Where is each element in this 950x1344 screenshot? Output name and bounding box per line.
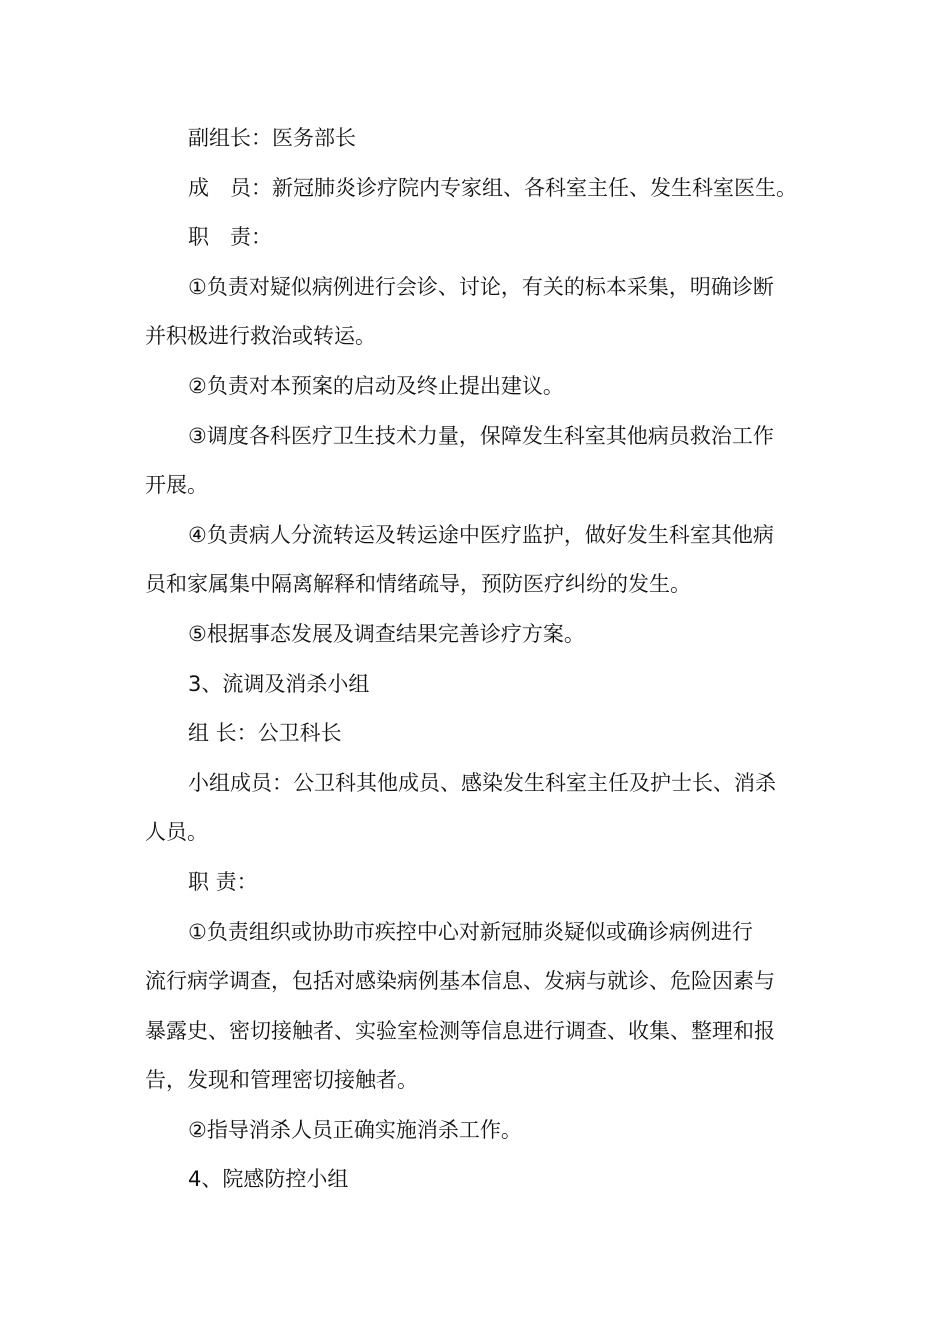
text-line: 副组长：医务部长 bbox=[188, 126, 356, 150]
paragraph-duties-heading-2 bbox=[145, 858, 810, 908]
text-line: ⑤根据事态发展及调查结果完善诊疗方案。 bbox=[188, 621, 585, 646]
text-line: 暴露史、密切接触者、实验室检测等信息进行调查、收集、整理和报 bbox=[145, 1018, 775, 1043]
section-heading-3 bbox=[145, 660, 810, 710]
paragraph-duties-heading bbox=[145, 213, 810, 263]
paragraph-group-duty-1 bbox=[145, 908, 810, 1106]
paragraph-duty-3 bbox=[145, 412, 810, 511]
text-line: ①负责组织或协助市疾控中心对新冠肺炎疑似或确诊病例进行 bbox=[188, 919, 753, 944]
text-line: 3、流调及消杀小组 bbox=[188, 671, 370, 696]
paragraph-duty-2 bbox=[145, 362, 810, 412]
paragraph-deputy-leader bbox=[145, 114, 810, 164]
text-line: ③调度各科医疗卫生技术力量，保障发生科室其他病员救治工作 bbox=[188, 423, 774, 448]
text-line: 告，发现和管理密切接触者。 bbox=[145, 1068, 418, 1093]
section-heading-4 bbox=[145, 1155, 810, 1205]
text-line: ②负责对本预案的启动及终止提出建议。 bbox=[188, 373, 564, 398]
paragraph-group-duty-2 bbox=[145, 1106, 810, 1156]
text-line: 成 员：新冠肺炎诊疗院内专家组、各科室主任、发生科室医生。 bbox=[188, 175, 797, 200]
document-body bbox=[145, 114, 810, 1205]
text-line: 员和家属集中隔离解释和情绪疏导，预防医疗纠纷的发生。 bbox=[145, 572, 691, 597]
paragraph-members bbox=[145, 164, 810, 214]
text-line: ②指导消杀人员正确实施消杀工作。 bbox=[188, 1117, 522, 1142]
paragraph-duty-1 bbox=[145, 263, 810, 362]
paragraph-group-members bbox=[145, 759, 810, 858]
text-line: 职 责： bbox=[188, 869, 258, 894]
paragraph-group-leader bbox=[145, 709, 810, 759]
text-line: 开展。 bbox=[145, 473, 208, 498]
text-line: 流行病学调查，包括对感染病例基本信息、发病与就诊、危险因素与 bbox=[145, 969, 775, 994]
text-line: ④负责病人分流转运及转运途中医疗监护，做好发生科室其他病 bbox=[188, 522, 774, 547]
text-line: 人员。 bbox=[145, 820, 208, 845]
text-line: 4、院感防控小组 bbox=[188, 1167, 349, 1192]
text-line: 并积极进行救治或转运。 bbox=[145, 324, 376, 349]
text-line: 小组成员：公卫科其他成员、感染发生科室主任及护士长、消杀 bbox=[188, 770, 776, 795]
text-line: ①负责对疑似病例进行会诊、讨论，有关的标本采集，明确诊断 bbox=[188, 274, 774, 299]
paragraph-duty-5 bbox=[145, 610, 810, 660]
text-line: 职 责： bbox=[188, 225, 272, 250]
paragraph-duty-4 bbox=[145, 511, 810, 610]
text-line: 组 长：公卫科长 bbox=[188, 721, 342, 746]
